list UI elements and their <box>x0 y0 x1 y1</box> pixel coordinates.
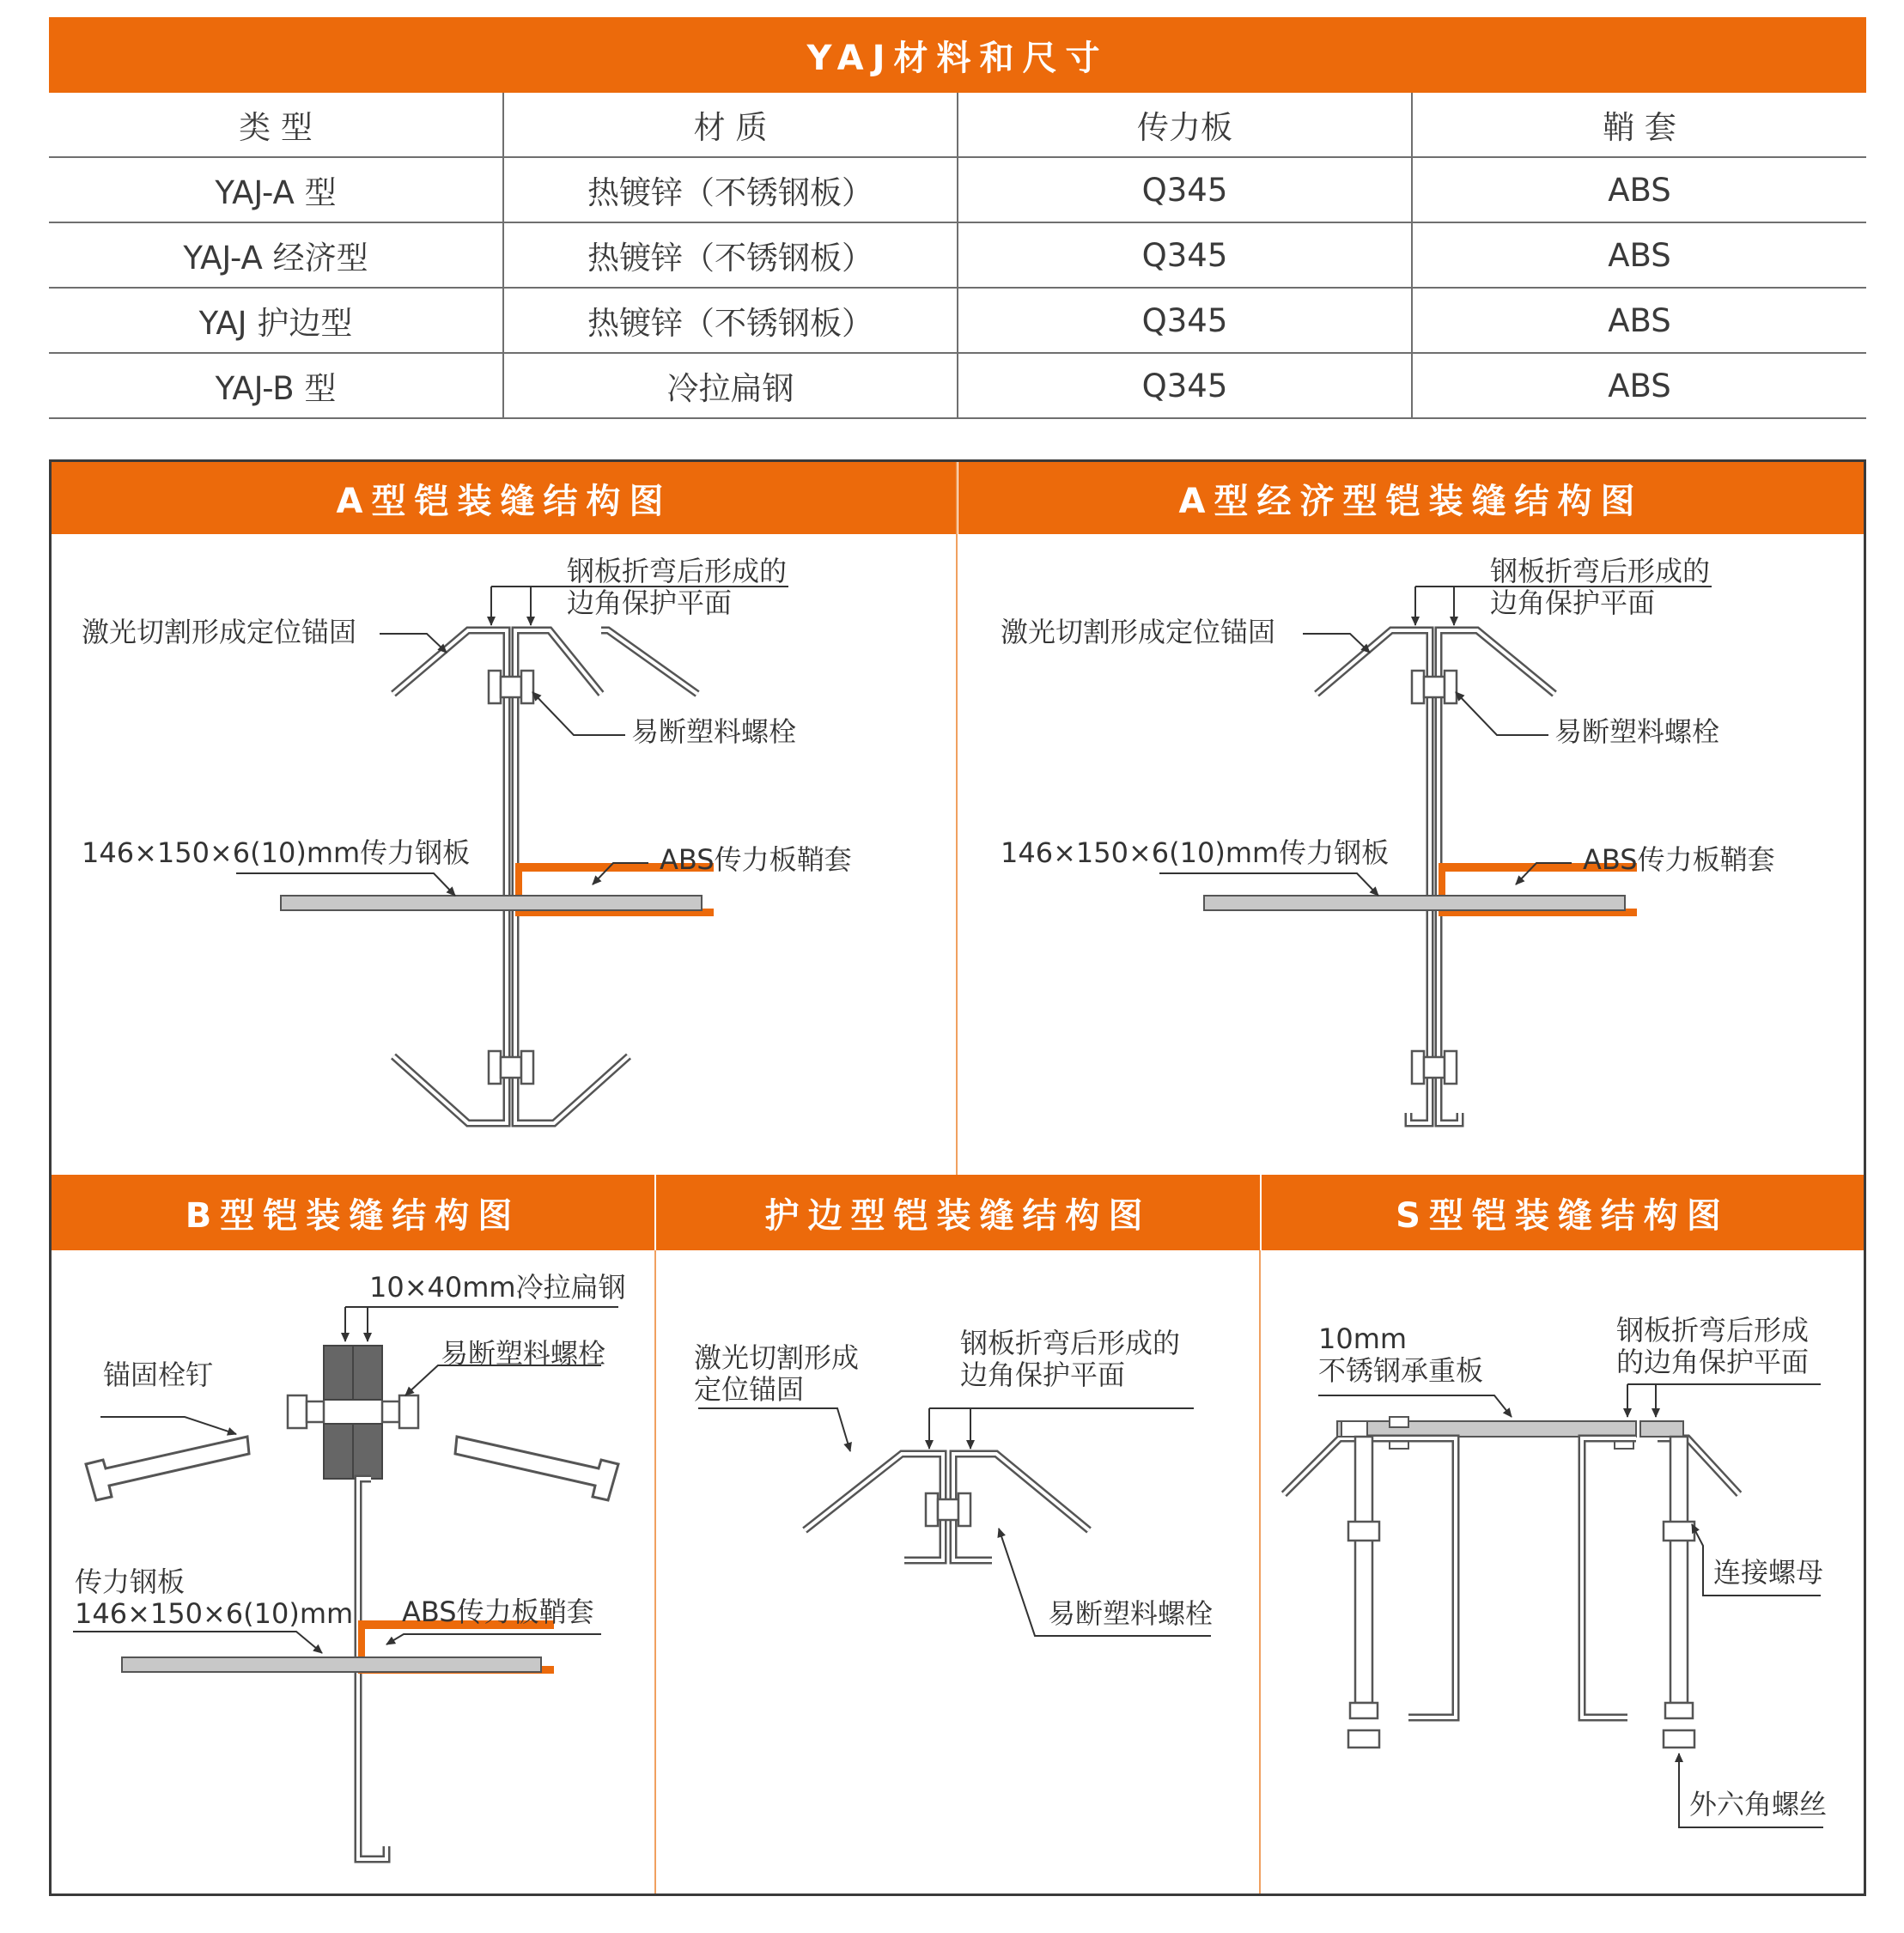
panel-a-econ-bolt-label: 易断塑料螺栓 <box>1554 715 1720 748</box>
panel-s-protect-label-1: 钢板折弯后形成 <box>1616 1314 1810 1346</box>
panel-edge-bolt-label: 易断塑料螺栓 <box>1048 1597 1214 1630</box>
panel-s-screw-label: 外六角螺丝 <box>1689 1788 1828 1821</box>
panel-s-bearing-label-2: 不锈钢承重板 <box>1318 1354 1484 1387</box>
cell-plate: Q345 <box>958 353 1412 418</box>
panel-a-sleeve-label: ABS传力板鞘套 <box>660 843 852 876</box>
panel-a-econ-title: A型经济型铠装缝结构图 <box>1178 481 1644 521</box>
panel-s-nut-label: 连接螺母 <box>1713 1556 1824 1589</box>
header-plate: 传力板 <box>958 93 1412 157</box>
cell-plate: Q345 <box>958 157 1412 222</box>
cell-material: 热镀锌（不锈钢板） <box>503 222 958 288</box>
panel-b-plate-label-2: 146×150×6(10)mm <box>75 1597 354 1630</box>
cell-material: 热镀锌（不锈钢板） <box>503 157 958 222</box>
panel-s-title: S型铠装缝结构图 <box>1396 1195 1730 1236</box>
panel-a-anchor-label: 激光切割形成定位锚固 <box>82 616 357 648</box>
cell-plate: Q345 <box>958 222 1412 288</box>
cell-sleeve: ABS <box>1412 288 1866 353</box>
cell-type: YAJ-A 经济型 <box>49 222 503 288</box>
panel-a-plate-label: 146×150×6(10)mm传力钢板 <box>82 836 471 869</box>
panel-a-econ-protect-label-2: 边角保护平面 <box>1490 587 1656 619</box>
cell-type: YAJ-B 型 <box>49 353 503 418</box>
panel-a-econ-sleeve-label: ABS传力板鞘套 <box>1583 843 1775 876</box>
panel-b-flat-steel-label: 10×40mm冷拉扁钢 <box>369 1271 626 1304</box>
panel-s-drawing <box>1284 1384 1823 1827</box>
header-sleeve: 鞘 套 <box>1412 93 1866 157</box>
panel-b-sleeve-label: ABS传力板鞘套 <box>402 1596 594 1628</box>
panel-a-protect-label-1: 钢板折弯后形成的 <box>567 555 788 587</box>
cell-sleeve: ABS <box>1412 222 1866 288</box>
cell-sleeve: ABS <box>1412 353 1866 418</box>
panel-a-econ-plate-label: 146×150×6(10)mm传力钢板 <box>1001 836 1390 869</box>
panel-b-plate-label-1: 传力钢板 <box>75 1565 186 1598</box>
panel-a-econ-anchor-label: 激光切割形成定位锚固 <box>1001 616 1276 648</box>
panel-a-title: A型铠装缝结构图 <box>336 481 672 521</box>
cell-type: YAJ 护边型 <box>49 288 503 353</box>
panel-a-protect-label-2: 边角保护平面 <box>567 587 733 619</box>
panel-b-title: B型铠装缝结构图 <box>185 1195 521 1236</box>
panel-edge-protect-label-1: 钢板折弯后形成的 <box>960 1327 1181 1359</box>
cell-type: YAJ-A 型 <box>49 157 503 222</box>
cell-plate: Q345 <box>958 288 1412 353</box>
header-material: 材 质 <box>503 93 958 157</box>
header-type: 类 型 <box>49 93 503 157</box>
panel-a-econ-protect-label-1: 钢板折弯后形成的 <box>1490 555 1711 587</box>
cell-material: 热镀锌（不锈钢板） <box>503 288 958 353</box>
panel-a-bolt-label: 易断塑料螺栓 <box>631 715 797 748</box>
cell-material: 冷拉扁钢 <box>503 353 958 418</box>
panel-s-bearing-label-1: 10mm <box>1318 1322 1408 1355</box>
panel-b-stud-label: 锚固栓钉 <box>103 1359 214 1391</box>
panel-edge-protect-label-2: 边角保护平面 <box>960 1359 1126 1391</box>
table-title: YAJ材料和尺寸 <box>806 38 1109 78</box>
panel-edge-title: 护边型铠装缝结构图 <box>764 1195 1152 1236</box>
panel-b-bolt-label: 易断塑料螺栓 <box>441 1337 606 1370</box>
panel-edge-anchor-label-1: 激光切割形成 <box>694 1341 860 1374</box>
cell-sleeve: ABS <box>1412 157 1866 222</box>
panel-s-protect-label-2: 的边角保护平面 <box>1616 1346 1810 1378</box>
panel-edge-anchor-label-2: 定位锚固 <box>694 1373 805 1406</box>
